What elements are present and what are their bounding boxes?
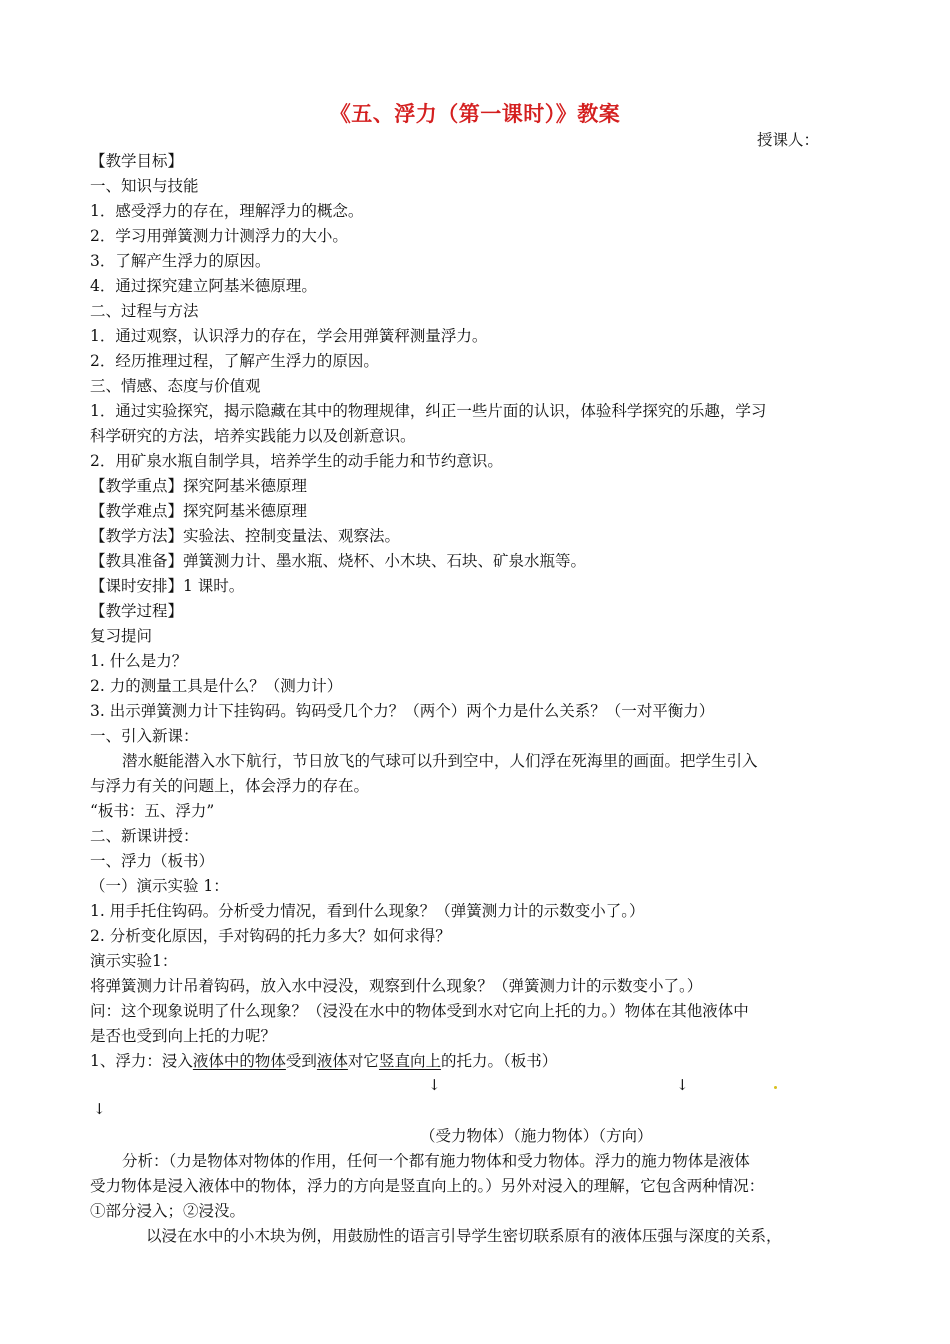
teacher-label: 授课人： xyxy=(757,131,820,149)
schedule: 【课时安排】1 课时。 xyxy=(90,577,245,595)
section-heading-goals: 【教学目标】 xyxy=(90,152,184,170)
definition-source: 液体 xyxy=(316,1052,348,1070)
review-question: 1. 什么是力？ xyxy=(90,652,188,670)
question: 问：这个现象说明了什么现象？（浸没在水中的物体受到水对它向上托的力。）物体在其他液体中 xyxy=(90,1002,749,1020)
difficulty: 【教学难点】探究阿基米德原理 xyxy=(90,502,308,520)
section-heading-process: 【教学过程】 xyxy=(90,602,184,620)
intro-heading: 一、引入新课： xyxy=(90,727,199,745)
question-continued: 是否也受到向上托的力呢？ xyxy=(90,1027,277,1045)
analysis-paragraph: 分析：（力是物体对物体的作用，任何一个都有施力物体和受力物体。浮力的施力物体是液体 xyxy=(122,1152,750,1170)
definition-direction: 竖直向上 xyxy=(378,1052,441,1070)
key-point: 【教学重点】探究阿基米德原理 xyxy=(90,477,308,495)
intro-paragraph-continued: 与浮力有关的问题上，体会浮力的存在。 xyxy=(90,777,370,795)
subheading-attitude: 三、情感、态度与价值观 xyxy=(90,377,261,395)
board-note: “板书：五、浮力” xyxy=(90,802,215,820)
definition-mid: 对它 xyxy=(347,1052,379,1070)
buoyancy-definition xyxy=(90,1050,557,1072)
teaching-method: 【教学方法】实验法、控制变量法、观察法。 xyxy=(90,527,401,545)
goal-item: 2．用矿泉水瓶自制学具，培养学生的动手能力和节约意识。 xyxy=(90,452,503,470)
goal-item: 2．学习用弹簧测力计测浮力的大小。 xyxy=(90,227,348,245)
review-heading: 复习提问 xyxy=(90,627,153,645)
intro-paragraph: 潜水艇能潜入水下航行，节日放飞的气球可以升到空中，人们浮在死海里的画面。把学生引入 xyxy=(122,752,758,770)
goal-item: 1．通过观察，认识浮力的存在，学会用弹簧秤测量浮力。 xyxy=(90,327,488,345)
subheading-knowledge: 一、知识与技能 xyxy=(90,177,199,195)
goal-item: 1．通过实验探究，揭示隐藏在其中的物理规律，纠正一些片面的认识，体验科学探究的乐趣，学习 xyxy=(90,402,767,420)
definition-object: 液体中的物体 xyxy=(192,1052,286,1070)
down-arrow-icon: ↓ xyxy=(93,1100,106,1118)
teaching-materials: 【教具准备】弹簧测力计、墨水瓶、烧杯、小木块、石块、矿泉水瓶等。 xyxy=(90,552,587,570)
demo-step: 2. 分析变化原因，手对钩码的托力多大？如何求得？ xyxy=(90,927,451,945)
goal-item: 4．通过探究建立阿基米德原理。 xyxy=(90,277,317,295)
analysis-paragraph: 以浸在水中的小木块为例，用鼓励性的语言引导学生密切联系原有的液体压强与深度的关系， xyxy=(146,1227,782,1245)
goal-item: 1．感受浮力的存在，理解浮力的概念。 xyxy=(90,202,364,220)
analysis-paragraph-continued: ①部分浸入；②浸没。 xyxy=(90,1202,246,1220)
buoyancy-heading: 一、浮力（板书） xyxy=(90,852,215,870)
goal-item-continued: 科学研究的方法，培养实践能力以及创新意识。 xyxy=(90,427,416,445)
demo-step: 1. 用手托住钩码。分析受力情况，看到什么现象？（弹簧测力计的示数变小了。） xyxy=(90,902,645,920)
ink-speck xyxy=(774,1086,777,1089)
definition-prefix: 1、浮力：浸入 xyxy=(90,1052,193,1070)
demo-description: 将弹簧测力计吊着钩码，放入水中浸没，观察到什么现象？（弹簧测力计的示数变小了。） xyxy=(90,977,703,995)
down-arrow-icon: ↓ xyxy=(676,1076,689,1094)
new-lesson-heading: 二、新课讲授： xyxy=(90,827,199,845)
definition-mid: 受到 xyxy=(285,1052,317,1070)
definition-labels: （受力物体）（施力物体）（方向） xyxy=(420,1127,653,1145)
subheading-process: 二、过程与方法 xyxy=(90,302,199,320)
page-title: 《五、浮力（第一课时）》教案 xyxy=(329,101,621,126)
analysis-paragraph-continued: 受力物体是浸入液体中的物体，浮力的方向是竖直向上的。）另外对浸入的理解，它包含两种情况： xyxy=(90,1177,765,1195)
demo-heading: （一）演示实验 1： xyxy=(90,877,229,895)
demo-heading-2: 演示实验1： xyxy=(90,952,178,970)
goal-item: 2．经历推理过程，了解产生浮力的原因。 xyxy=(90,352,379,370)
review-question: 2. 力的测量工具是什么？（测力计） xyxy=(90,677,343,695)
review-question: 3. 出示弹簧测力计下挂钩码。钩码受几个力？（两个）两个力是什么关系？（一对平衡力） xyxy=(90,702,715,720)
down-arrow-icon: ↓ xyxy=(428,1076,441,1094)
goal-item: 3．了解产生浮力的原因。 xyxy=(90,252,271,270)
definition-suffix: 的托力。（板书） xyxy=(440,1052,558,1070)
